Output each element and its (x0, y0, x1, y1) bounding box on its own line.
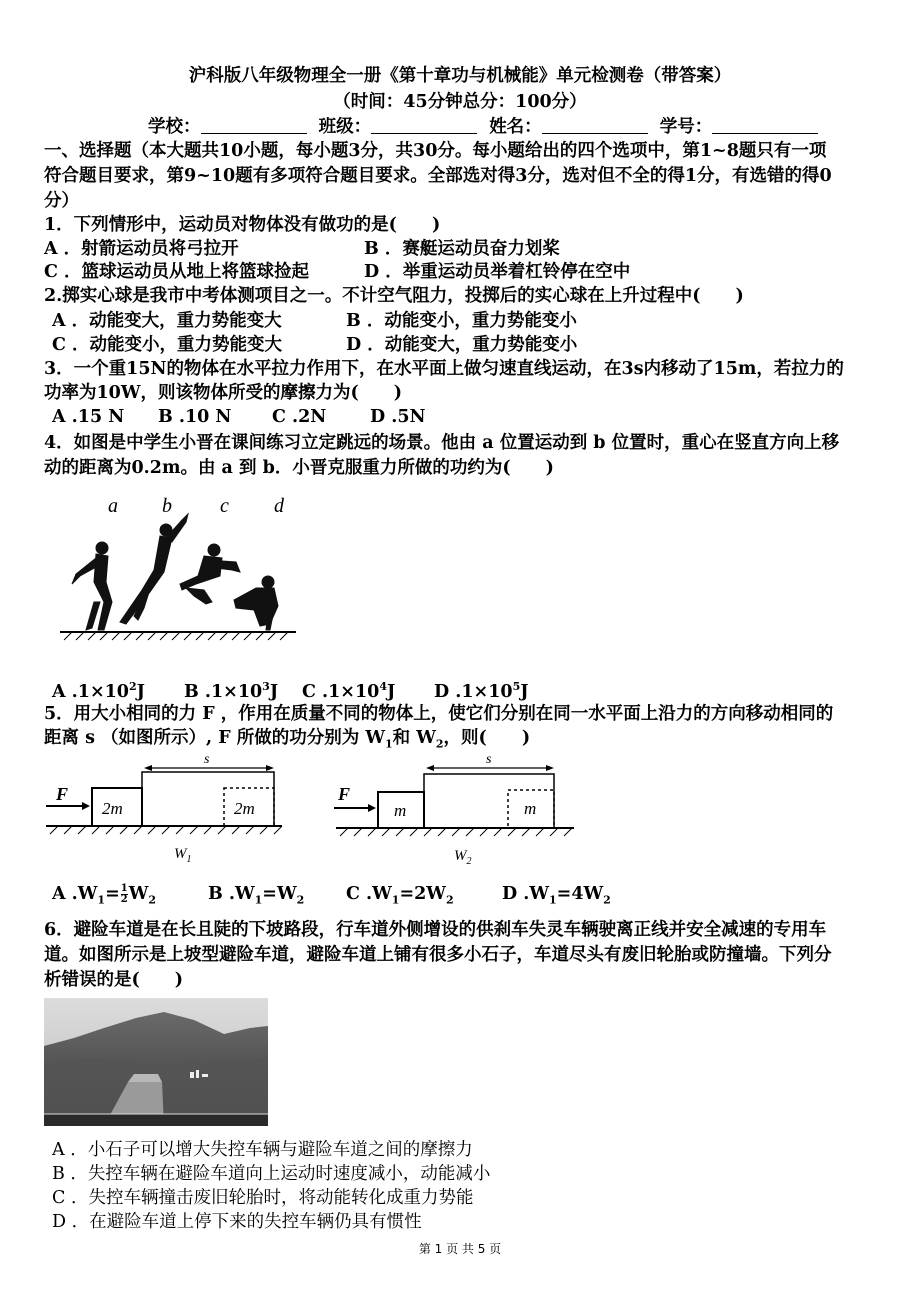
name-label: 姓名： (489, 117, 542, 137)
q1-option-a[interactable]: A ．射箭运动员将弓拉开 (44, 239, 239, 259)
q6-option-d[interactable]: D ．在避险车道上停下来的失控车辆仍具有惯性 (52, 1212, 422, 1232)
q4-option-c[interactable]: C $.1\times 10^4J$ (302, 680, 396, 702)
jumper-c-silhouette (180, 544, 240, 604)
q4-option-a[interactable]: A $.1\times 10^2J$ (52, 680, 145, 702)
q3-option-c[interactable]: C .2N (272, 407, 327, 427)
q2-option-b[interactable]: B ．动能变小，重力势能变小 (346, 311, 577, 331)
q5-option-b[interactable]: B $.W_1=W_2$ (208, 884, 305, 907)
force-label-1: F (56, 784, 69, 804)
q5-stem-1: 5．用大小相同的力 F ，作用在质量不同的物体上，使它们分别在同一水平面上沿力的方向移动相同的 (44, 704, 834, 724)
fig-label-a: a (108, 495, 118, 517)
section-instructions-1: 一、选择题（本大题共10小题，每小题3分，共30分。每小题给出的四个选项中，第1~8题只有一项 (44, 141, 827, 161)
work-label-1: $W_1$ (174, 846, 192, 865)
q1-stem: 1．下列情形中，运动员对物体没有做功的是( ) (44, 215, 441, 235)
page-title: 沪科版八年级物理全一册《第十章功与机械能》单元检测卷（带答案） (188, 66, 732, 86)
q1-option-b[interactable]: B ．赛艇运动员奋力划桨 (364, 239, 560, 259)
escape-ramp-photo (44, 998, 268, 1126)
q6-stem-3: 析错误的是( ) (44, 970, 184, 990)
jumper-d-silhouette (234, 576, 278, 630)
student-info-row (148, 115, 824, 139)
q4-option-b[interactable]: B $.1\times 10^3J$ (184, 680, 279, 702)
distance-label-1: s (204, 752, 210, 767)
q1-option-d[interactable]: D ．举重运动员举着杠铃停在空中 (364, 262, 631, 282)
class-label: 班级： (318, 117, 372, 137)
section-instructions-2: 符合题目要求，第9~10题有多项符合题目要求。全部选对得3分，选对但不全的得1分，有选错的得0 (44, 166, 832, 186)
q2-option-d[interactable]: D ．动能变大，重力势能变小 (346, 335, 578, 355)
jumper-b-silhouette (120, 514, 188, 624)
q3-option-a[interactable]: A .15 N (52, 407, 125, 427)
q3-stem-1: 3．一个重15N的物体在水平拉力作用下，在水平面上做匀速直线运动，在3s内移动了15m，若拉力的 (44, 359, 844, 379)
jumper-a-silhouette (72, 542, 112, 630)
q6-stem-1: 6．避险车道是在长且陡的下坡路段，行车道外侧增设的供刹车失灵车辆驶离正线并安全减速的专用车 (44, 920, 827, 940)
q6-stem-2: 道。如图所示是上坡型避险车道，避险车道上铺有很多小石子，车道尽头有废旧轮胎或防撞墙。下列分 (44, 945, 832, 965)
force-diagram-1 (46, 752, 286, 868)
fig-label-c: c (220, 495, 229, 517)
page-footer: 第 1 页 共 5 页 (418, 1242, 502, 1256)
q4-stem-2: 动的距离为0.2m。由 a 到 b．小晋克服重力所做的功约为( ) (44, 458, 554, 478)
long-jump-figure (56, 490, 300, 650)
q1-option-c[interactable]: C ．篮球运动员从地上将篮球捡起 (44, 262, 310, 282)
work-label-2: $W_2$ (454, 848, 472, 867)
q6-option-b[interactable]: B ．失控车辆在避险车道向上运动时速度减小，动能减小 (52, 1164, 491, 1184)
number-label: 学号： (659, 117, 713, 137)
distance-label-2: s (486, 752, 492, 767)
q2-option-a[interactable]: A ．动能变大，重力势能变大 (52, 311, 282, 331)
q5-option-d[interactable]: D $.W_1=4W_2$ (502, 884, 611, 907)
force-arrowhead-1 (82, 802, 90, 810)
q6-option-a[interactable]: A ．小石子可以增大失控车辆与避险车道之间的摩擦力 (52, 1140, 473, 1160)
road (44, 1114, 268, 1126)
name-field[interactable] (542, 115, 648, 134)
q2-stem: 2.掷实心球是我市中考体测项目之一。不计空气阻力，投掷后的实心球在上升过程中( ) (44, 286, 744, 306)
page-subtitle: （时间：45分钟总分：100分） (333, 92, 587, 112)
ground-hatching (64, 632, 288, 640)
q4-option-d[interactable]: D $.1\times 10^5J$ (434, 680, 529, 702)
fig-label-d: d (274, 495, 284, 517)
block-label-1: 2m (102, 799, 123, 818)
q6-option-c[interactable]: C ．失控车辆撞击废旧轮胎时，将动能转化成重力势能 (52, 1188, 474, 1208)
fig-label-b: b (162, 495, 172, 517)
block-label-2b: m (524, 799, 537, 818)
fraction-one-half: $\frac{1}{2}$ (120, 883, 128, 905)
force-arrowhead-2 (368, 804, 376, 812)
q5-option-a[interactable]: A $.W_1=$ $\frac{1}{2}$ $W_2$ (52, 883, 157, 907)
q3-option-d[interactable]: D .5N (370, 407, 426, 427)
q3-stem-2: 功率为10W，则该物体所受的摩擦力为( ) (44, 383, 403, 403)
school-label: 学校： (148, 117, 201, 137)
number-field[interactable] (712, 115, 818, 134)
q3-option-b[interactable]: B .10 N (158, 407, 232, 427)
block-label-1b: 2m (234, 799, 255, 818)
force-diagram-2 (334, 752, 578, 868)
q4-stem-1: 4．如图是中学生小晋在课间练习立定跳远的场景。他由 a 位置运动到 b 位置时，重心在竖直方向上移 (44, 433, 840, 453)
force-label-2: F (338, 784, 351, 804)
section-instructions-3: 分） (44, 191, 79, 211)
q2-option-c[interactable]: C ．动能变小，重力势能变大 (52, 335, 283, 355)
block-label-2: m (394, 801, 407, 820)
class-field[interactable] (371, 115, 477, 134)
q5-stem-2: 距离 s （如图所示）, F 所做的功分别为 $W_1$和 $W_2$，则( ) (44, 728, 531, 751)
school-field[interactable] (201, 115, 307, 134)
q5-option-c[interactable]: C $.W_1=2W_2$ (346, 884, 454, 907)
